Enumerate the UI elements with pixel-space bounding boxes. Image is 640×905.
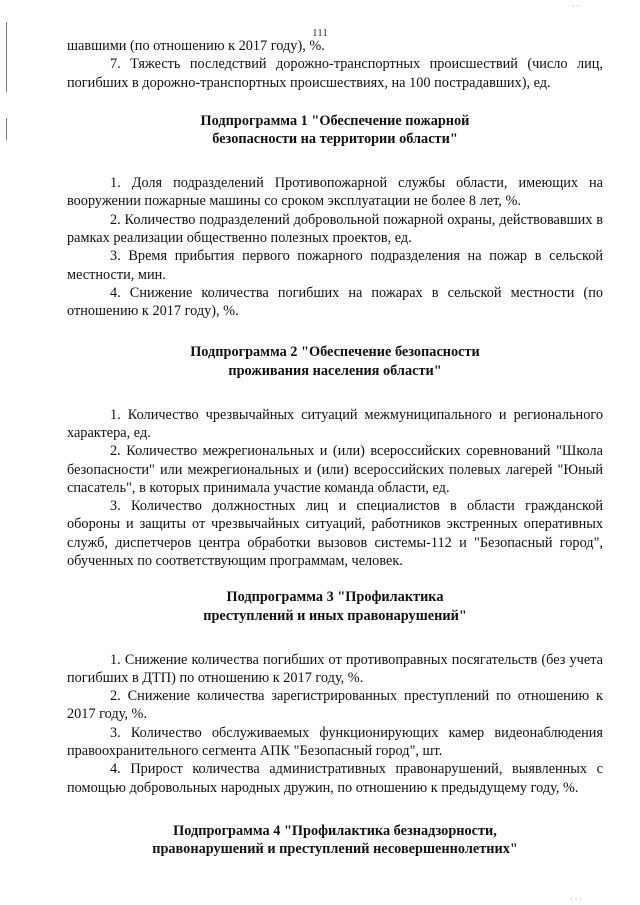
section-title-2: [67, 343, 603, 380]
list-item: 2. Снижение количества зарегистрированных преступлений по отношению к 2017 году, %.: [67, 688, 603, 723]
section-title-1: [67, 112, 603, 149]
section-title-line: Подпрограмма 4 "Профилактика безнадзорности,: [173, 822, 497, 839]
list-item: 4. Прирост количества административных правонарушений, выявленных с помощью добровольных народных дружин, по отношению к предыдущему году, %.: [67, 761, 603, 796]
list-item: 2. Количество межрегиональных и (или) всероссийских соревнований "Школа безопасности" или межрегиональных и (или) всероссийских полевых лагерей "Юный спасатель", в которых принимала участие команда области, ед.: [67, 443, 603, 496]
list-item: 1. Количество чрезвычайных ситуаций межмуниципального и регионального характера, ед.: [67, 406, 603, 441]
list-item: 4. Снижение количества погибших на пожарах в сельской местности (по отношению к 2017 году), %.: [67, 284, 603, 320]
list-item: 3. Количество должностных лиц и специалистов в области гражданской обороны и защиты от чрезвычайных ситуаций, работников экстренных оперативных служб, диспетчеров центра обработки вызовов системы-112 и "Безопасный город", обученных по соответствующим программам, человек.: [67, 498, 603, 570]
list-item: 1. Снижение количества погибших от противоправных посягательств (без учета погибших в ДТП) по отношению к 2017 году, %.: [67, 651, 603, 686]
section-title-line: безопасности на территории области": [212, 131, 458, 148]
list-item: 1. Доля подразделений Противопожарной службы области, имеющих на вооружении пожарные машины со сроком эксплуатации не более 8 лет, %.: [67, 175, 603, 210]
list-item: 2. Количество подразделений добровольной пожарной охраны, действовавших в рамках реализации общественно полезных проектов, ед.: [67, 211, 603, 246]
section-title-line: Подпрограмма 3 "Профилактика: [226, 589, 444, 606]
scan-margin-mark: [6, 118, 7, 140]
list-item: 3. Время прибытия первого пожарного подразделения на пожар в сельской местности, мин.: [67, 248, 603, 283]
section-title-line: правонарушений и преступлений несовершеннолетних": [152, 841, 518, 858]
paragraph-item: 7. Тяжесть последствий дорожно-транспортных происшествий (число лиц, погибших в дорожно-транспортных происшествиях, на 100 пострадавших), ед.: [67, 56, 603, 91]
paragraph-continuation: шавшими (по отношению к 2017 году), %.: [67, 38, 325, 54]
section-title-line: Подпрограмма 1 "Обеспечение пожарной: [200, 112, 470, 129]
list-item: 3. Количество обслуживаемых функционирующих камер видеонаблюдения правоохранительного сегмента АПК "Безопасный город", шт.: [67, 724, 603, 759]
section-title-line: проживания населения области": [228, 363, 442, 380]
scan-corner-mark: · ·: [572, 2, 580, 11]
section-title-line: преступлений и иных правонарушений": [203, 607, 467, 624]
scan-corner-mark: · · ·: [570, 895, 582, 904]
scan-margin-mark: [6, 22, 7, 92]
section-title-4: [67, 822, 603, 859]
document-body: [67, 37, 603, 859]
section-title-3: [67, 588, 603, 625]
section-title-line: Подпрограмма 2 "Обеспечение безопасности: [190, 344, 480, 361]
page-number: 111: [312, 27, 328, 39]
